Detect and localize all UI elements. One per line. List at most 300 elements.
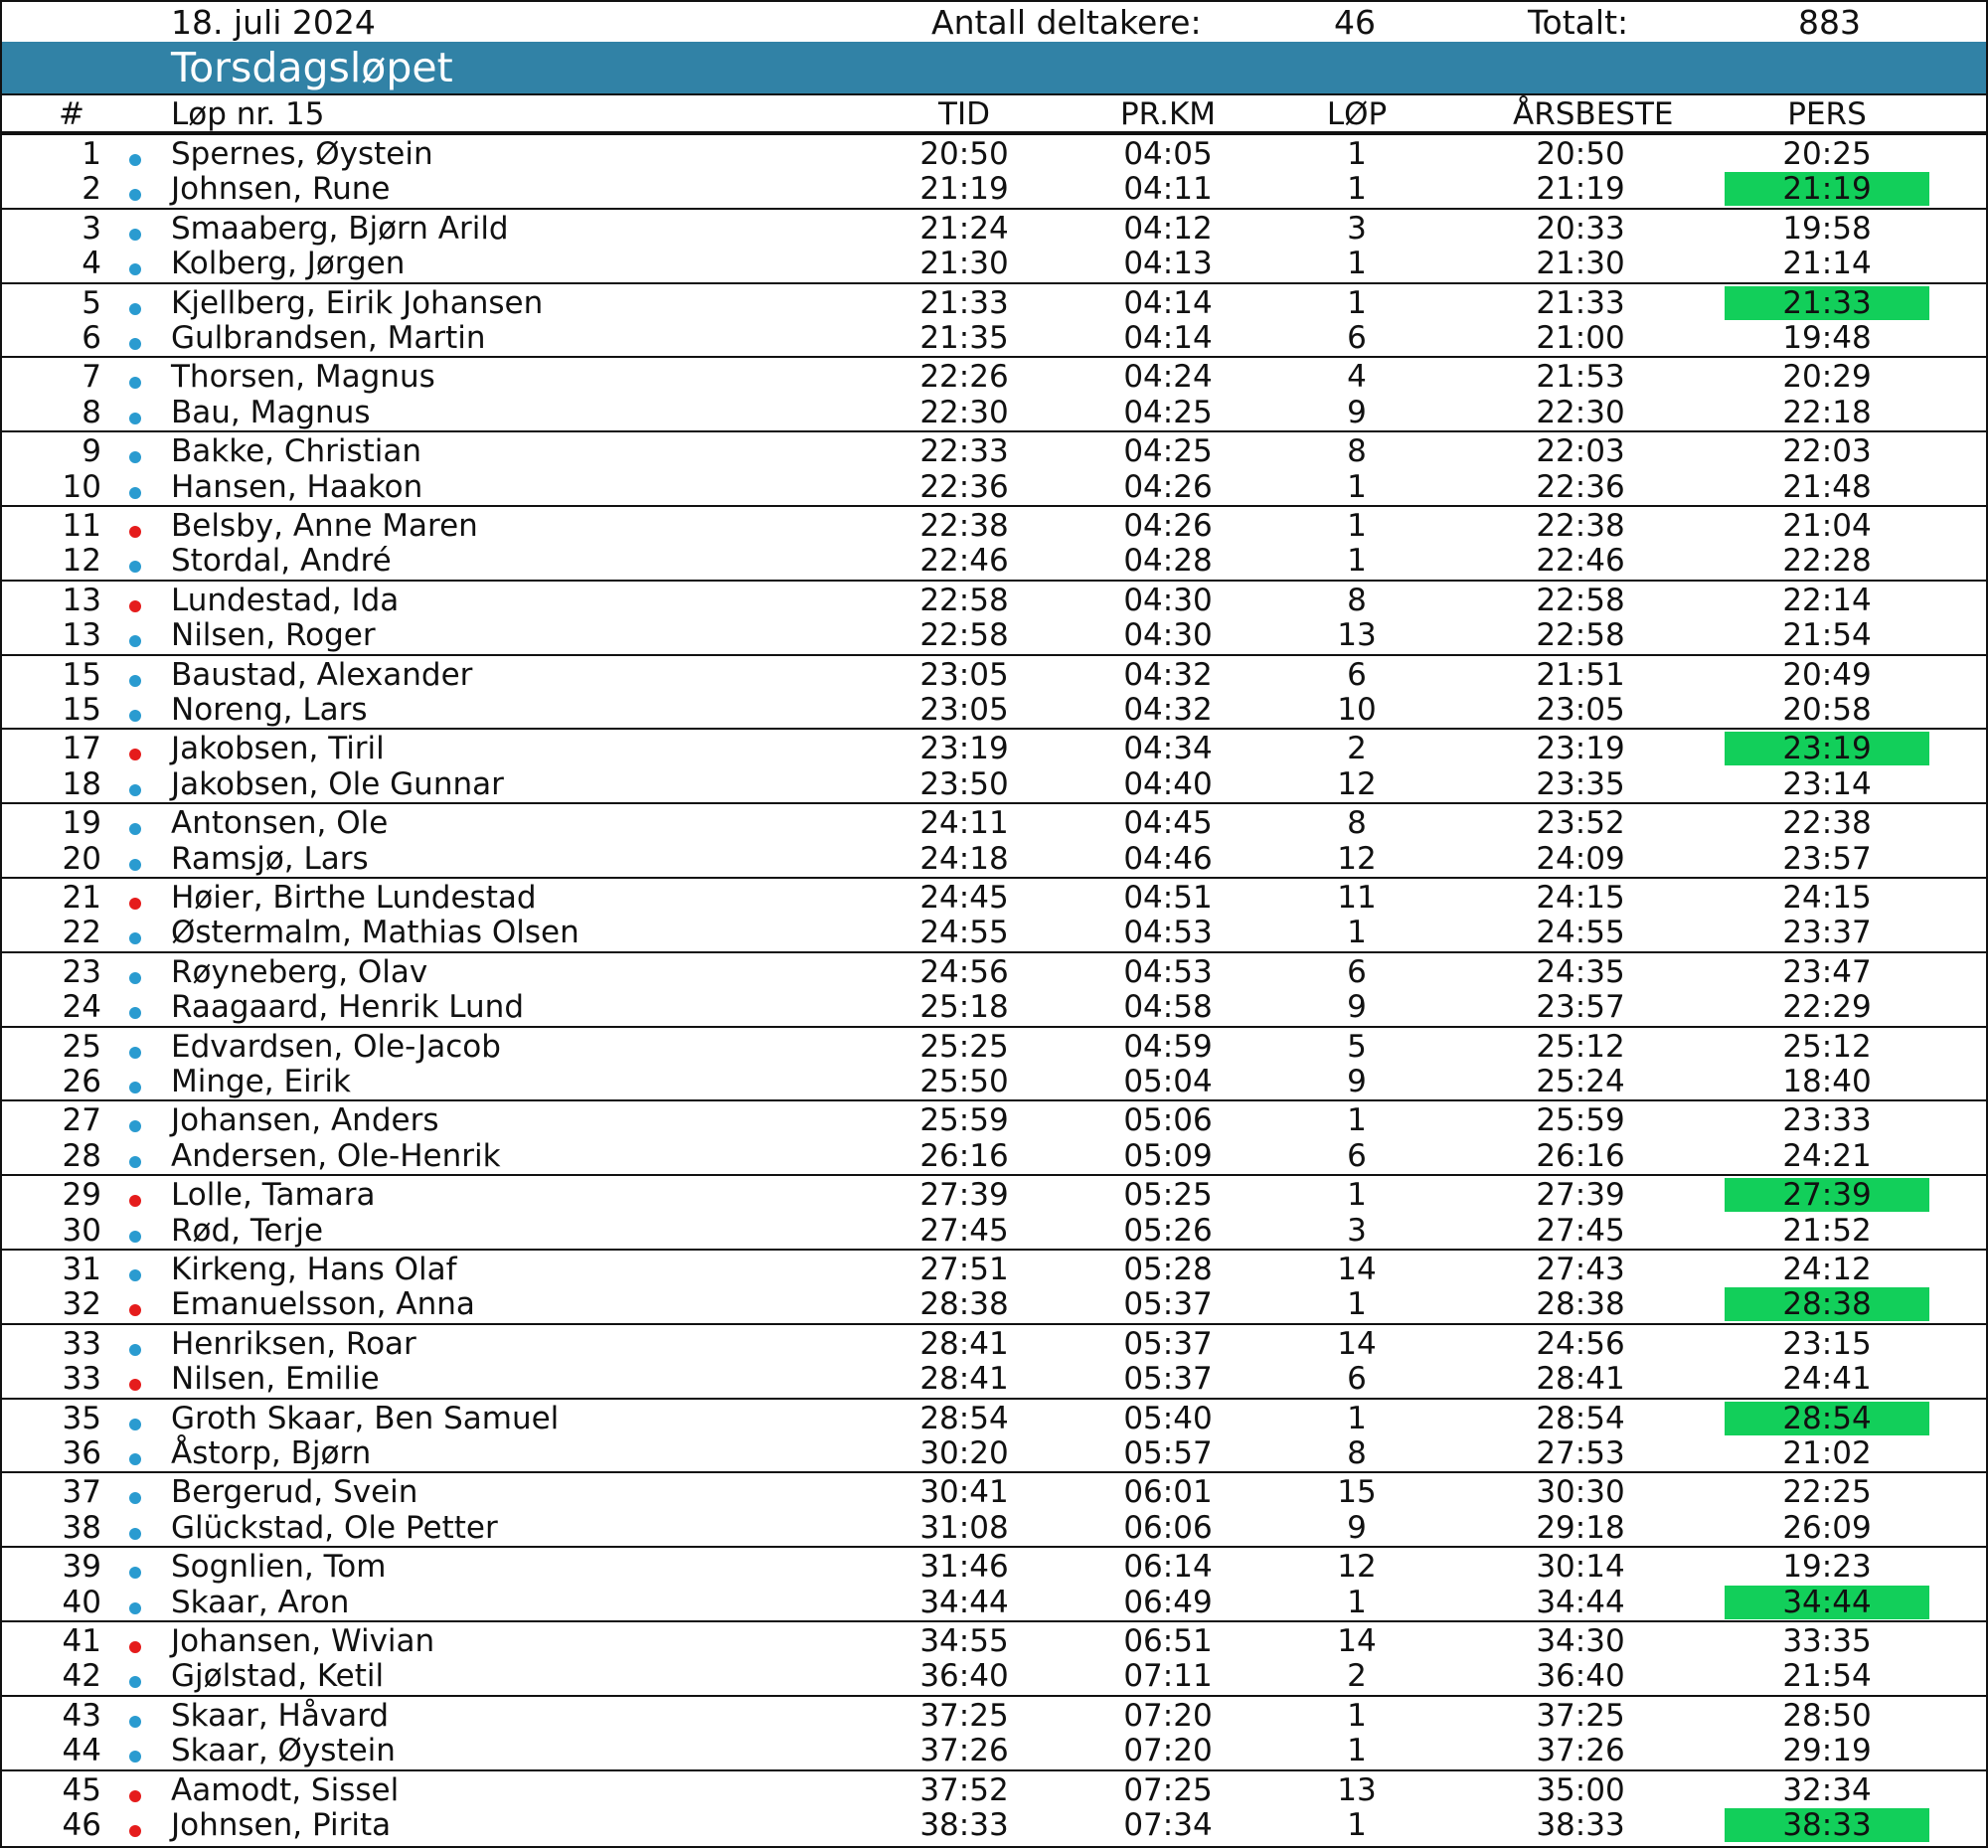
season-best-cell: 28:41 bbox=[1536, 1361, 1625, 1398]
pace-cell: 04:05 bbox=[1123, 136, 1213, 172]
time-cell: 22:46 bbox=[919, 543, 1009, 580]
personal-best-cell: 26:09 bbox=[1782, 1509, 1872, 1546]
race-count-cell: 2 bbox=[1347, 1658, 1367, 1695]
male-dot-icon bbox=[129, 561, 141, 573]
male-dot-icon bbox=[129, 487, 141, 499]
race-count-cell: 2 bbox=[1347, 731, 1367, 767]
pace-cell: 07:25 bbox=[1123, 1771, 1213, 1808]
personal-best-cell: 23:14 bbox=[1782, 765, 1872, 802]
pace-cell: 06:14 bbox=[1123, 1549, 1213, 1586]
row-number: 26 bbox=[62, 1064, 101, 1099]
runner-name: Baustad, Alexander bbox=[171, 656, 473, 693]
time-cell: 22:36 bbox=[919, 468, 1009, 505]
race-count-cell: 12 bbox=[1337, 1549, 1377, 1586]
race-count-cell: 1 bbox=[1347, 1102, 1367, 1139]
season-best-cell: 21:19 bbox=[1536, 171, 1625, 208]
table-row bbox=[2, 394, 1986, 430]
personal-best-cell: 21:33 bbox=[1725, 286, 1929, 320]
runner-name: Noreng, Lars bbox=[171, 692, 368, 728]
season-best-cell: 21:53 bbox=[1536, 359, 1625, 396]
season-best-cell: 22:58 bbox=[1536, 617, 1625, 654]
table-row bbox=[2, 1657, 1986, 1694]
col-header-lop: LØP bbox=[1326, 96, 1388, 132]
season-best-cell: 30:14 bbox=[1536, 1549, 1625, 1586]
race-count-cell: 4 bbox=[1347, 359, 1367, 396]
race-count-cell: 13 bbox=[1337, 617, 1377, 654]
table-row bbox=[2, 356, 1986, 396]
table-row bbox=[2, 170, 1986, 207]
table-row bbox=[2, 1509, 1986, 1546]
row-number: 24 bbox=[62, 989, 101, 1026]
male-dot-icon bbox=[129, 189, 141, 201]
season-best-cell: 25:24 bbox=[1536, 1064, 1625, 1099]
season-best-cell: 21:33 bbox=[1536, 284, 1625, 321]
runner-name: Spernes, Øystein bbox=[171, 136, 433, 172]
table-row bbox=[2, 1620, 1986, 1657]
table-row bbox=[2, 654, 1986, 691]
pace-cell: 05:04 bbox=[1123, 1064, 1213, 1099]
runner-name: Bau, Magnus bbox=[171, 394, 371, 430]
season-best-cell: 28:54 bbox=[1536, 1400, 1625, 1436]
male-dot-icon bbox=[129, 263, 141, 275]
race-count-cell: 1 bbox=[1347, 468, 1367, 505]
runner-name: Nilsen, Roger bbox=[171, 617, 376, 654]
time-cell: 30:20 bbox=[919, 1435, 1009, 1471]
pace-cell: 04:26 bbox=[1123, 468, 1213, 505]
male-dot-icon bbox=[129, 303, 141, 315]
runner-name: Hansen, Haakon bbox=[171, 468, 423, 505]
male-dot-icon bbox=[129, 823, 141, 835]
season-best-cell: 21:30 bbox=[1536, 246, 1625, 282]
row-number: 28 bbox=[62, 1137, 101, 1174]
row-number: 13 bbox=[62, 617, 101, 654]
pace-cell: 04:32 bbox=[1123, 656, 1213, 693]
pace-cell: 04:51 bbox=[1123, 880, 1213, 916]
runner-name: Kirkeng, Hans Olaf bbox=[171, 1252, 457, 1287]
row-number: 27 bbox=[62, 1102, 101, 1139]
male-dot-icon bbox=[129, 451, 141, 463]
table-row bbox=[2, 580, 1986, 616]
season-best-cell: 26:16 bbox=[1536, 1137, 1625, 1174]
row-number: 32 bbox=[62, 1286, 101, 1323]
male-dot-icon bbox=[129, 1492, 141, 1504]
runner-name: Skaar, Aron bbox=[171, 1584, 350, 1620]
table-row bbox=[2, 1732, 1986, 1768]
pace-cell: 07:20 bbox=[1123, 1697, 1213, 1734]
pace-cell: 07:34 bbox=[1123, 1807, 1213, 1843]
runner-name: Johansen, Anders bbox=[171, 1102, 439, 1139]
time-cell: 25:18 bbox=[919, 989, 1009, 1026]
time-cell: 26:16 bbox=[919, 1137, 1009, 1174]
race-count-cell: 1 bbox=[1347, 543, 1367, 580]
personal-best-cell: 28:38 bbox=[1725, 1287, 1929, 1321]
runner-name: Smaaberg, Bjørn Arild bbox=[171, 210, 509, 247]
season-best-cell: 38:33 bbox=[1536, 1807, 1625, 1843]
personal-best-cell: 29:19 bbox=[1782, 1733, 1872, 1769]
runner-name: Jakobsen, Tiril bbox=[171, 731, 385, 767]
time-cell: 25:25 bbox=[919, 1028, 1009, 1065]
season-best-cell: 21:00 bbox=[1536, 320, 1625, 356]
personal-best-cell: 21:02 bbox=[1782, 1435, 1872, 1471]
row-number: 36 bbox=[62, 1435, 101, 1471]
pace-cell: 05:37 bbox=[1123, 1325, 1213, 1362]
time-cell: 30:41 bbox=[919, 1474, 1009, 1511]
runner-name: Johnsen, Pirita bbox=[171, 1807, 392, 1843]
race-count-cell: 1 bbox=[1347, 246, 1367, 282]
male-dot-icon bbox=[129, 675, 141, 687]
table-row bbox=[2, 691, 1986, 728]
race-count-cell: 5 bbox=[1347, 1028, 1367, 1065]
time-cell: 37:52 bbox=[919, 1771, 1009, 1808]
table-row bbox=[2, 505, 1986, 542]
personal-best-cell: 20:58 bbox=[1782, 692, 1872, 728]
pace-cell: 07:11 bbox=[1123, 1658, 1213, 1695]
time-cell: 24:45 bbox=[919, 880, 1009, 916]
personal-best-cell: 21:48 bbox=[1782, 468, 1872, 505]
row-number: 6 bbox=[82, 320, 101, 356]
personal-best-cell: 21:54 bbox=[1782, 617, 1872, 654]
race-count-cell: 15 bbox=[1337, 1474, 1377, 1511]
runner-name: Røyneberg, Olav bbox=[171, 953, 428, 990]
participants-label: Antall deltakere: bbox=[931, 3, 1202, 42]
table-row bbox=[2, 1249, 1986, 1285]
col-header-prkm: PR.KM bbox=[1119, 96, 1217, 132]
time-cell: 28:38 bbox=[919, 1286, 1009, 1323]
race-count-cell: 12 bbox=[1337, 840, 1377, 877]
race-count-cell: 1 bbox=[1347, 284, 1367, 321]
table-row bbox=[2, 1546, 1986, 1586]
table-row bbox=[2, 1398, 1986, 1434]
race-count-cell: 1 bbox=[1347, 1807, 1367, 1843]
time-cell: 21:24 bbox=[919, 210, 1009, 247]
season-best-cell: 23:35 bbox=[1536, 765, 1625, 802]
runner-name: Østermalm, Mathias Olsen bbox=[171, 915, 580, 951]
row-number: 15 bbox=[62, 692, 101, 728]
race-count-cell: 6 bbox=[1347, 656, 1367, 693]
time-cell: 24:11 bbox=[919, 805, 1009, 842]
personal-best-cell: 28:50 bbox=[1782, 1697, 1872, 1734]
male-dot-icon bbox=[129, 377, 141, 389]
personal-best-cell: 22:25 bbox=[1782, 1474, 1872, 1511]
race-count-cell: 1 bbox=[1347, 136, 1367, 172]
row-number: 22 bbox=[62, 915, 101, 951]
male-dot-icon bbox=[129, 1567, 141, 1579]
table-row bbox=[2, 802, 1986, 842]
personal-best-cell: 34:44 bbox=[1725, 1586, 1929, 1619]
table-row bbox=[2, 542, 1986, 579]
female-dot-icon bbox=[129, 1641, 141, 1653]
time-cell: 22:30 bbox=[919, 394, 1009, 430]
table-row bbox=[2, 1174, 1986, 1214]
table-row bbox=[2, 728, 1986, 767]
time-cell: 22:58 bbox=[919, 617, 1009, 654]
runner-name: Lundestad, Ida bbox=[171, 582, 400, 618]
pace-cell: 04:28 bbox=[1123, 543, 1213, 580]
pace-cell: 04:26 bbox=[1123, 508, 1213, 544]
season-best-cell: 22:30 bbox=[1536, 394, 1625, 430]
male-dot-icon bbox=[129, 338, 141, 350]
personal-best-cell: 23:19 bbox=[1725, 732, 1929, 765]
race-count-cell: 11 bbox=[1337, 880, 1377, 916]
row-number: 3 bbox=[82, 210, 101, 247]
pace-cell: 04:59 bbox=[1123, 1028, 1213, 1065]
season-best-cell: 27:39 bbox=[1536, 1177, 1625, 1214]
season-best-cell: 23:05 bbox=[1536, 692, 1625, 728]
personal-best-cell: 22:38 bbox=[1782, 805, 1872, 842]
runner-name: Skaar, Håvard bbox=[171, 1697, 390, 1734]
pace-cell: 04:45 bbox=[1123, 805, 1213, 842]
personal-best-cell: 38:33 bbox=[1725, 1808, 1929, 1842]
row-number: 44 bbox=[62, 1733, 101, 1769]
runner-name: Glückstad, Ole Petter bbox=[171, 1509, 498, 1546]
personal-best-cell: 24:12 bbox=[1782, 1252, 1872, 1287]
pace-cell: 04:30 bbox=[1123, 582, 1213, 618]
row-number: 46 bbox=[62, 1807, 101, 1843]
race-count-cell: 14 bbox=[1337, 1623, 1377, 1659]
personal-best-cell: 19:48 bbox=[1782, 320, 1872, 356]
table-row bbox=[2, 1285, 1986, 1322]
time-cell: 34:44 bbox=[919, 1584, 1009, 1620]
row-number: 2 bbox=[82, 171, 101, 208]
time-cell: 20:50 bbox=[919, 136, 1009, 172]
season-best-cell: 20:33 bbox=[1536, 210, 1625, 247]
race-count-cell: 6 bbox=[1347, 1137, 1367, 1174]
season-best-cell: 22:03 bbox=[1536, 433, 1625, 470]
race-count-cell: 8 bbox=[1347, 582, 1367, 618]
pace-cell: 04:53 bbox=[1123, 915, 1213, 951]
table-row bbox=[2, 208, 1986, 245]
table-row bbox=[2, 616, 1986, 653]
runner-name: Emanuelsson, Anna bbox=[171, 1286, 475, 1323]
time-cell: 36:40 bbox=[919, 1658, 1009, 1695]
pace-cell: 06:01 bbox=[1123, 1474, 1213, 1511]
personal-best-cell: 27:39 bbox=[1725, 1178, 1929, 1212]
male-dot-icon bbox=[129, 1602, 141, 1614]
race-count-cell: 1 bbox=[1347, 1177, 1367, 1214]
table-row bbox=[2, 1471, 1986, 1511]
male-dot-icon bbox=[129, 1344, 141, 1356]
time-cell: 27:51 bbox=[919, 1252, 1009, 1287]
female-dot-icon bbox=[129, 526, 141, 538]
male-dot-icon bbox=[129, 1047, 141, 1059]
runner-name: Andersen, Ole-Henrik bbox=[171, 1137, 501, 1174]
race-count-cell: 9 bbox=[1347, 394, 1367, 430]
row-number: 9 bbox=[82, 433, 101, 470]
runner-name: Stordal, André bbox=[171, 543, 392, 580]
runner-name: Raagaard, Henrik Lund bbox=[171, 989, 525, 1026]
male-dot-icon bbox=[129, 1676, 141, 1688]
race-count-cell: 1 bbox=[1347, 1733, 1367, 1769]
race-count-cell: 1 bbox=[1347, 508, 1367, 544]
total-count: 883 bbox=[1798, 3, 1861, 42]
runner-name: Åstorp, Bjørn bbox=[171, 1435, 372, 1471]
row-number: 31 bbox=[62, 1252, 101, 1287]
male-dot-icon bbox=[129, 1419, 141, 1430]
male-dot-icon bbox=[129, 859, 141, 871]
race-count-cell: 8 bbox=[1347, 1435, 1367, 1471]
male-dot-icon bbox=[129, 1528, 141, 1540]
time-cell: 24:55 bbox=[919, 915, 1009, 951]
col-header-pers: PERS bbox=[1787, 96, 1867, 132]
row-number: 23 bbox=[62, 953, 101, 990]
runner-name: Aamodt, Sissel bbox=[171, 1771, 400, 1808]
race-count-cell: 1 bbox=[1347, 171, 1367, 208]
season-best-cell: 25:12 bbox=[1536, 1028, 1625, 1065]
pace-cell: 04:25 bbox=[1123, 394, 1213, 430]
table-row bbox=[2, 282, 1986, 319]
runner-name: Høier, Birthe Lundestad bbox=[171, 880, 537, 916]
season-best-cell: 24:56 bbox=[1536, 1325, 1625, 1362]
row-number: 40 bbox=[62, 1584, 101, 1620]
row-number: 33 bbox=[62, 1361, 101, 1398]
pace-cell: 04:34 bbox=[1123, 731, 1213, 767]
male-dot-icon bbox=[129, 1120, 141, 1132]
personal-best-cell: 22:14 bbox=[1782, 582, 1872, 618]
personal-best-cell: 28:54 bbox=[1725, 1402, 1929, 1435]
personal-best-cell: 22:18 bbox=[1782, 394, 1872, 430]
personal-best-cell: 24:15 bbox=[1782, 880, 1872, 916]
col-header-tid: TID bbox=[938, 96, 990, 132]
table-row bbox=[2, 1769, 1986, 1806]
male-dot-icon bbox=[129, 413, 141, 424]
season-best-cell: 24:09 bbox=[1536, 840, 1625, 877]
title-bar bbox=[2, 42, 1986, 93]
season-best-cell: 22:38 bbox=[1536, 508, 1625, 544]
row-number: 35 bbox=[62, 1400, 101, 1436]
pace-cell: 06:49 bbox=[1123, 1584, 1213, 1620]
table-row bbox=[2, 1026, 1986, 1063]
row-number: 43 bbox=[62, 1697, 101, 1734]
female-dot-icon bbox=[129, 1195, 141, 1207]
pace-cell: 04:14 bbox=[1123, 320, 1213, 356]
table-row bbox=[2, 914, 1986, 950]
row-number: 4 bbox=[82, 246, 101, 282]
season-best-cell: 27:45 bbox=[1536, 1212, 1625, 1249]
row-number: 41 bbox=[62, 1623, 101, 1659]
pace-cell: 05:25 bbox=[1123, 1177, 1213, 1214]
personal-best-cell: 21:52 bbox=[1782, 1212, 1872, 1249]
pace-cell: 05:28 bbox=[1123, 1252, 1213, 1287]
row-number: 11 bbox=[62, 508, 101, 544]
table-row bbox=[2, 1212, 1986, 1249]
race-count-cell: 1 bbox=[1347, 1286, 1367, 1323]
runner-name: Edvardsen, Ole-Jacob bbox=[171, 1028, 501, 1065]
row-number: 29 bbox=[62, 1177, 101, 1214]
participants-count: 46 bbox=[1334, 3, 1376, 42]
table-row bbox=[2, 319, 1986, 356]
row-number: 1 bbox=[82, 136, 101, 172]
row-number: 7 bbox=[82, 359, 101, 396]
season-best-cell: 27:43 bbox=[1536, 1252, 1625, 1287]
personal-best-cell: 18:40 bbox=[1782, 1064, 1872, 1099]
time-cell: 28:54 bbox=[919, 1400, 1009, 1436]
pace-cell: 04:53 bbox=[1123, 953, 1213, 990]
time-cell: 23:05 bbox=[919, 692, 1009, 728]
race-count-cell: 1 bbox=[1347, 915, 1367, 951]
column-header-row bbox=[2, 93, 1986, 133]
race-count-cell: 9 bbox=[1347, 989, 1367, 1026]
table-row bbox=[2, 1137, 1986, 1174]
race-count-cell: 8 bbox=[1347, 433, 1367, 470]
time-cell: 22:33 bbox=[919, 433, 1009, 470]
male-dot-icon bbox=[129, 229, 141, 241]
male-dot-icon bbox=[129, 710, 141, 722]
race-count-cell: 9 bbox=[1347, 1509, 1367, 1546]
pace-cell: 04:32 bbox=[1123, 692, 1213, 728]
season-best-cell: 36:40 bbox=[1536, 1658, 1625, 1695]
time-cell: 34:55 bbox=[919, 1623, 1009, 1659]
table-row bbox=[2, 840, 1986, 877]
race-count-cell: 12 bbox=[1337, 765, 1377, 802]
male-dot-icon bbox=[129, 1751, 141, 1763]
personal-best-cell: 24:41 bbox=[1782, 1361, 1872, 1398]
runner-name: Antonsen, Ole bbox=[171, 805, 389, 842]
runner-name: Kolberg, Jørgen bbox=[171, 246, 406, 282]
personal-best-cell: 21:14 bbox=[1782, 246, 1872, 282]
page-title: Torsdagsløpet bbox=[171, 44, 453, 91]
female-dot-icon bbox=[129, 1304, 141, 1316]
col-header-num: # bbox=[59, 96, 84, 132]
female-dot-icon bbox=[129, 1825, 141, 1837]
male-dot-icon bbox=[129, 1007, 141, 1019]
time-cell: 21:35 bbox=[919, 320, 1009, 356]
race-count-cell: 9 bbox=[1347, 1064, 1367, 1099]
season-best-cell: 30:30 bbox=[1536, 1474, 1625, 1511]
season-best-cell: 28:38 bbox=[1536, 1286, 1625, 1323]
season-best-cell: 24:15 bbox=[1536, 880, 1625, 916]
season-best-cell: 35:00 bbox=[1536, 1771, 1625, 1808]
runner-name: Kjellberg, Eirik Johansen bbox=[171, 284, 544, 321]
female-dot-icon bbox=[129, 600, 141, 612]
pace-cell: 06:06 bbox=[1123, 1509, 1213, 1546]
race-date: 18. juli 2024 bbox=[171, 3, 376, 42]
season-best-cell: 27:53 bbox=[1536, 1435, 1625, 1471]
personal-best-cell: 33:35 bbox=[1782, 1623, 1872, 1659]
personal-best-cell: 20:49 bbox=[1782, 656, 1872, 693]
runner-name: Jakobsen, Ole Gunnar bbox=[171, 765, 504, 802]
runner-name: Gjølstad, Ketil bbox=[171, 1658, 385, 1695]
runner-name: Ramsjø, Lars bbox=[171, 840, 369, 877]
row-number: 39 bbox=[62, 1549, 101, 1586]
table-row bbox=[2, 1695, 1986, 1732]
pace-cell: 05:09 bbox=[1123, 1137, 1213, 1174]
pace-cell: 04:30 bbox=[1123, 617, 1213, 654]
row-number: 33 bbox=[62, 1325, 101, 1362]
pace-cell: 05:40 bbox=[1123, 1400, 1213, 1436]
season-best-cell: 25:59 bbox=[1536, 1102, 1625, 1139]
total-label: Totalt: bbox=[1528, 3, 1629, 42]
male-dot-icon bbox=[129, 932, 141, 944]
runner-name: Johnsen, Rune bbox=[171, 171, 391, 208]
race-count-cell: 1 bbox=[1347, 1697, 1367, 1734]
female-dot-icon bbox=[129, 1379, 141, 1391]
season-best-cell: 37:25 bbox=[1536, 1697, 1625, 1734]
time-cell: 23:19 bbox=[919, 731, 1009, 767]
table-row bbox=[2, 765, 1986, 802]
row-number: 8 bbox=[82, 394, 101, 430]
race-count-cell: 3 bbox=[1347, 210, 1367, 247]
time-cell: 22:26 bbox=[919, 359, 1009, 396]
runner-name: Henriksen, Roar bbox=[171, 1325, 416, 1362]
time-cell: 23:50 bbox=[919, 765, 1009, 802]
season-best-cell: 22:36 bbox=[1536, 468, 1625, 505]
table-row bbox=[2, 1323, 1986, 1360]
personal-best-cell: 24:21 bbox=[1782, 1137, 1872, 1174]
runner-name: Gulbrandsen, Martin bbox=[171, 320, 486, 356]
runner-name: Nilsen, Emilie bbox=[171, 1361, 380, 1398]
season-best-cell: 23:19 bbox=[1536, 731, 1625, 767]
personal-best-cell: 23:37 bbox=[1782, 915, 1872, 951]
